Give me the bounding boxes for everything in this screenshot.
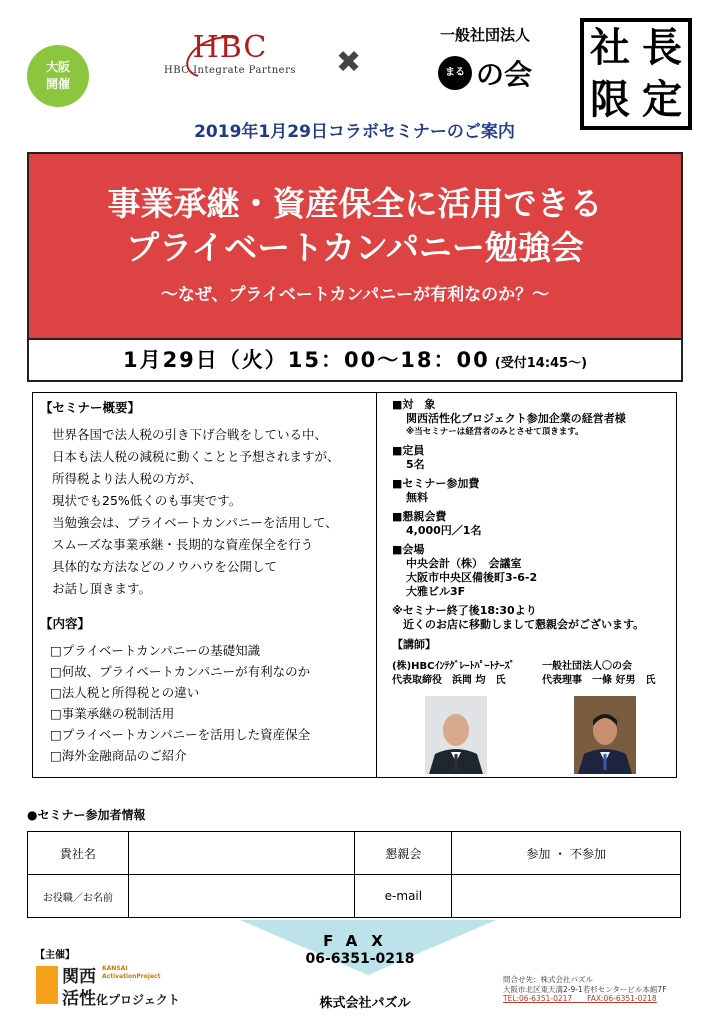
maru-org-name: の会 xyxy=(475,58,532,91)
host-label: 【主催】 xyxy=(35,950,75,961)
logo-english-line1: KANSAI xyxy=(102,965,128,972)
target-label: ■対 象 xyxy=(392,398,436,411)
overview-line: スムーズな事業承継・長期的な資産保全を行う xyxy=(52,537,314,552)
seminar-date-title: 2019年1月29日コラボセミナーのご案内 xyxy=(194,122,515,142)
contents-item: □法人税と所得税との違い xyxy=(50,685,200,700)
contents-item: □何故、プライベートカンパニーが有利なのか xyxy=(50,664,311,679)
lecturer-1-name: 代表取締役 浜岡 均 氏 xyxy=(392,675,506,686)
kansai-project-logo xyxy=(36,962,186,1007)
stamp-char-3: 限 xyxy=(590,77,630,123)
position-name-label: お役職／お名前 xyxy=(28,875,129,918)
capacity-value: 5名 xyxy=(406,458,425,471)
logo-project: 化プロジェクト xyxy=(96,993,180,1007)
lecturer-1-photo xyxy=(425,696,487,774)
schedule-time: 1月29日（火）15：00～18：00 xyxy=(122,348,490,372)
maru-org-type: 一般社団法人 xyxy=(439,26,530,44)
capacity-label: ■定員 xyxy=(392,444,425,457)
contents-item: □事業承継の税制活用 xyxy=(50,706,175,721)
party-fee-label: ■懇親会費 xyxy=(392,510,447,523)
maru-circle-mark: まる xyxy=(438,56,472,90)
logo-kansai: 関西 xyxy=(62,967,96,987)
lecturer-1-company: (株)HBCｲﾝﾃｸﾞﾚｰﾄﾊﾟｰﾄﾅｰｽﾞ xyxy=(392,661,515,672)
maru-no-kai-logo xyxy=(405,24,565,99)
info-divider xyxy=(376,392,377,778)
osaka-badge-line1: 大阪 xyxy=(45,60,70,74)
hbc-logo-mark: HBC xyxy=(192,30,268,65)
reception-time: (受付14:45～) xyxy=(494,356,588,371)
contact-line-2: 大阪市北区東天満2-9-1若杉センタービル本館7F xyxy=(503,984,667,994)
overview-line: お話し頂きます。 xyxy=(52,581,152,596)
puzzle-piece-icon xyxy=(36,966,58,1004)
email-field[interactable] xyxy=(452,875,681,918)
lecturer-2-name: 代表理事 一條 好男 氏 xyxy=(542,675,656,686)
contact-info xyxy=(503,975,667,1004)
overview-line: 所得税より法人税の方が、 xyxy=(52,471,203,486)
recipient-company: 株式会社パズル xyxy=(319,996,411,1011)
email-label: e-mail xyxy=(355,875,452,918)
overview-text xyxy=(40,424,376,600)
fax-label: FAX xyxy=(323,932,397,950)
company-field[interactable] xyxy=(128,832,355,875)
party-fee-value: 4,000円／1名 xyxy=(406,524,482,537)
fee-label: ■セミナー参加費 xyxy=(392,477,480,490)
title-line-1: 事業承継・資産保全に活用できる xyxy=(107,184,603,223)
hbc-logo xyxy=(150,30,310,95)
contents-list xyxy=(40,640,376,766)
schedule-bar xyxy=(27,340,683,382)
fax-number: 06-6351-0218 xyxy=(305,951,415,967)
venue-label: ■会場 xyxy=(392,543,425,556)
party-label: 懇親会 xyxy=(355,832,452,875)
overview-line: 具体的な方法などのノウハウを公開して xyxy=(52,559,278,574)
venue-line: 中央会計（株） 会議室 xyxy=(406,557,522,570)
logo-english xyxy=(102,965,160,981)
venue-line: 大雅ビル3F xyxy=(406,585,466,598)
stamp-char-2: 長 xyxy=(642,25,682,71)
logo-english-line2: ActivationProject xyxy=(102,973,161,980)
contents-item: □海外金融商品のご紹介 xyxy=(50,748,187,763)
lecturer-2-photo xyxy=(574,696,636,774)
target-value: 関西活性化プロジェクト参加企業の経営者様 xyxy=(406,412,626,425)
contact-tel-fax[interactable]: TEL:06-6351-0217 FAX:06-6351-0218 xyxy=(503,994,657,1003)
venue-line: 大阪市中央区備後町3-6-2 xyxy=(406,571,538,584)
title-subtitle: ～なぜ、プライベートカンパニーが有利なのか？～ xyxy=(160,285,550,305)
contents-heading: 【内容】 xyxy=(40,616,91,631)
stamp-char-1: 社 xyxy=(590,25,630,71)
participant-form xyxy=(27,831,681,918)
title-line-2: プライベートカンパニー勉強会 xyxy=(126,228,584,267)
company-label: 貴社名 xyxy=(28,832,129,875)
details-column xyxy=(392,398,677,688)
participant-form-title: ●セミナー参加者情報 xyxy=(27,808,146,822)
hbc-logo-subtitle: HBC Integrate Partners xyxy=(164,65,296,76)
after-party-note-2: 近くのお店に移動しまして懇親会がございます。 xyxy=(392,618,645,631)
attendance-field[interactable]: 参加 ・ 不参加 xyxy=(452,832,681,875)
overview-column xyxy=(40,398,376,766)
osaka-badge-line2: 開催 xyxy=(45,77,70,91)
contact-line-1: 問合せ先：株式会社パズル xyxy=(503,975,593,984)
lecturer-heading: 【講師】 xyxy=(392,638,436,651)
contents-item: □プライベートカンパニーの基礎知識 xyxy=(50,643,261,658)
contents-item: □プライベートカンパニーを活用した資産保全 xyxy=(50,727,311,742)
position-name-field[interactable] xyxy=(128,875,355,918)
overview-line: 現状でも25%低くのも事実です。 xyxy=(52,493,242,508)
president-only-stamp xyxy=(580,18,692,130)
overview-heading: 【セミナー概要】 xyxy=(40,400,141,415)
target-note: ※当セミナーは経営者のみとさせて頂きます。 xyxy=(406,427,584,437)
logo-katsu: 活性 xyxy=(62,989,96,1009)
after-party-note-1: ※セミナー終了後18:30より xyxy=(392,604,537,617)
fee-value: 無料 xyxy=(406,491,428,504)
osaka-badge xyxy=(27,45,89,107)
overview-line: 日本も法人税の減税に動くことと予想されますが、 xyxy=(52,449,340,464)
overview-line: 世界各国で法人税の引き下げ合戦をしている中、 xyxy=(52,427,328,442)
cross-icon: ✖ xyxy=(336,45,362,80)
overview-line: 当勉強会は、プライベートカンパニーを活用して、 xyxy=(52,515,338,530)
stamp-char-4: 定 xyxy=(642,77,682,123)
lecturer-2-company: 一般社団法人〇の会 xyxy=(542,661,632,672)
title-banner xyxy=(27,152,683,340)
logo-katsusei xyxy=(62,984,180,1009)
